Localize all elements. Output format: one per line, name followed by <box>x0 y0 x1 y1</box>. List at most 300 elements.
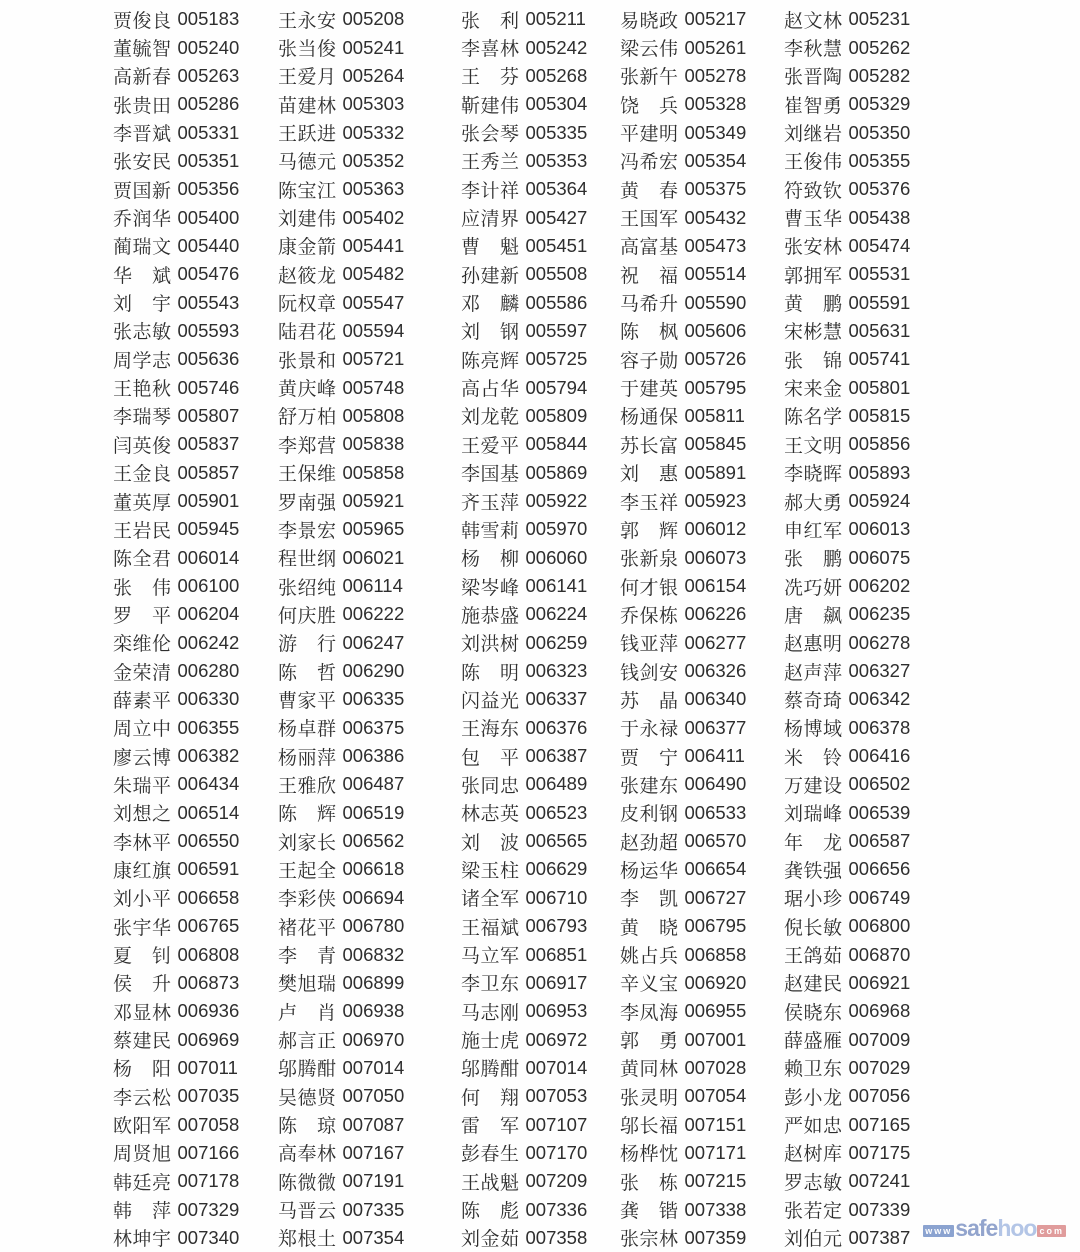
person-id: 007340 <box>177 1226 240 1248</box>
person-name: 李晓晖 <box>784 464 843 486</box>
person-id: 007358 <box>525 1226 588 1248</box>
roster-entry <box>784 90 1080 118</box>
person-id: 005965 <box>342 518 405 540</box>
person-id: 005891 <box>684 461 747 483</box>
person-name: 华 斌 <box>113 265 172 287</box>
roster-entry <box>784 147 1080 175</box>
person-name: 王国军 <box>620 209 679 231</box>
roster-entry <box>113 373 278 401</box>
person-id: 006337 <box>525 688 588 710</box>
person-id: 006793 <box>525 915 588 937</box>
person-name: 罗 平 <box>113 605 172 627</box>
roster-entry <box>784 600 1080 628</box>
person-name: 马立军 <box>461 946 520 968</box>
person-id: 005211 <box>525 8 586 30</box>
person-id: 005531 <box>848 263 911 285</box>
person-id: 006550 <box>177 830 240 852</box>
roster-entry <box>461 260 620 288</box>
person-name: 陈 枫 <box>620 322 679 344</box>
roster-entry <box>278 884 461 912</box>
roster-entry <box>278 1082 461 1110</box>
person-id: 006330 <box>177 688 240 710</box>
person-id: 005721 <box>342 348 405 370</box>
roster-entry <box>620 600 784 628</box>
person-name: 黄 晓 <box>620 917 679 939</box>
roster-entry <box>461 940 620 968</box>
person-id: 005809 <box>525 404 588 426</box>
person-id: 007035 <box>177 1085 240 1107</box>
person-id: 005586 <box>525 291 588 313</box>
person-id: 007054 <box>684 1085 747 1107</box>
roster-entry <box>278 515 461 543</box>
person-id: 005815 <box>848 404 911 426</box>
roster-entry <box>113 118 278 146</box>
person-name: 张安民 <box>113 152 172 174</box>
roster-entry <box>620 5 784 33</box>
person-id: 006382 <box>177 745 240 767</box>
roster-entry <box>784 714 1080 742</box>
person-name: 刘 钢 <box>461 322 520 344</box>
person-id: 006340 <box>684 688 747 710</box>
person-id: 005241 <box>342 36 405 58</box>
roster-entry <box>784 373 1080 401</box>
person-name: 刘 惠 <box>620 464 679 486</box>
roster-entry <box>620 203 784 231</box>
person-id: 005303 <box>342 93 405 115</box>
person-name: 董英厚 <box>113 492 172 514</box>
roster-entry <box>113 430 278 458</box>
person-id: 005356 <box>177 178 240 200</box>
person-id: 006060 <box>525 546 588 568</box>
roster-entry <box>278 685 461 713</box>
person-id: 006938 <box>342 1000 405 1022</box>
person-name: 李凤海 <box>620 1002 679 1024</box>
person-id: 006355 <box>177 716 240 738</box>
person-id: 005354 <box>684 149 747 171</box>
roster-entry <box>461 402 620 430</box>
person-name: 曹玉华 <box>784 209 843 231</box>
roster-entry <box>278 544 461 572</box>
roster-entry <box>784 232 1080 260</box>
person-id: 006899 <box>342 971 405 993</box>
roster-entry <box>113 1224 278 1252</box>
person-name: 王文明 <box>784 435 843 457</box>
person-id: 006487 <box>342 773 405 795</box>
person-name: 王 芬 <box>461 67 520 89</box>
person-id: 005282 <box>848 64 911 86</box>
person-name: 张贵田 <box>113 95 172 117</box>
person-name: 李国基 <box>461 464 520 486</box>
person-id: 006141 <box>525 575 588 597</box>
person-id: 006290 <box>342 660 405 682</box>
person-name: 平建明 <box>620 124 679 146</box>
roster-entry <box>461 288 620 316</box>
person-id: 006656 <box>848 858 911 880</box>
roster-entry <box>620 770 784 798</box>
person-name: 张 鹏 <box>784 549 843 571</box>
person-name: 符致钦 <box>784 180 843 202</box>
person-id: 006247 <box>342 631 405 653</box>
person-name: 王永安 <box>278 10 337 32</box>
roster-entry <box>784 912 1080 940</box>
person-id: 007053 <box>525 1085 588 1107</box>
roster-entry <box>620 317 784 345</box>
person-id: 007087 <box>342 1113 405 1135</box>
person-id: 005801 <box>848 376 911 398</box>
person-name: 于永禄 <box>620 719 679 741</box>
person-name: 侯 升 <box>113 974 172 996</box>
person-name: 朱瑞平 <box>113 775 172 797</box>
roster-entry <box>278 118 461 146</box>
person-name: 李云松 <box>113 1087 172 1109</box>
person-id: 006323 <box>525 660 588 682</box>
roster-entry <box>461 33 620 61</box>
roster-entry <box>278 1054 461 1082</box>
person-id: 006514 <box>177 801 240 823</box>
person-name: 张晋陶 <box>784 67 843 89</box>
person-name: 贾 宁 <box>620 747 679 769</box>
person-id: 006539 <box>848 801 911 823</box>
person-id: 005329 <box>848 93 911 115</box>
person-id: 006100 <box>177 575 240 597</box>
person-id: 007339 <box>848 1198 911 1220</box>
person-name: 郭拥军 <box>784 265 843 287</box>
roster-entry <box>784 260 1080 288</box>
person-id: 005514 <box>684 263 747 285</box>
person-name: 李卫东 <box>461 974 520 996</box>
roster-entry <box>461 62 620 90</box>
person-id: 006242 <box>177 631 240 653</box>
person-name: 赖卫东 <box>784 1059 843 1081</box>
roster-entry <box>113 147 278 175</box>
roster-entry <box>784 685 1080 713</box>
person-id: 005726 <box>684 348 747 370</box>
person-id: 005811 <box>684 404 745 426</box>
person-name: 康金箭 <box>278 237 337 259</box>
person-name: 祝 福 <box>620 265 679 287</box>
person-id: 006618 <box>342 858 405 880</box>
person-id: 005208 <box>342 8 405 30</box>
person-name: 李 青 <box>278 946 337 968</box>
person-id: 005482 <box>342 263 405 285</box>
roster-entry <box>278 997 461 1025</box>
roster-entry <box>278 1110 461 1138</box>
roster-entry <box>784 1167 1080 1195</box>
person-name: 栾维伦 <box>113 634 172 656</box>
roster-entry <box>278 742 461 770</box>
person-name: 周立中 <box>113 719 172 741</box>
person-name: 马德元 <box>278 152 337 174</box>
person-id: 006970 <box>342 1028 405 1050</box>
roster-entry <box>278 1167 461 1195</box>
roster-entry <box>278 430 461 458</box>
roster-entry <box>784 402 1080 430</box>
person-id: 005808 <box>342 404 405 426</box>
person-name: 苗建林 <box>278 95 337 117</box>
person-id: 005432 <box>684 206 747 228</box>
person-id: 006280 <box>177 660 240 682</box>
person-name: 欧阳军 <box>113 1116 172 1138</box>
person-name: 张灵明 <box>620 1087 679 1109</box>
person-name: 陈 明 <box>461 662 520 684</box>
person-id: 005261 <box>684 36 747 58</box>
person-name: 蔺瑞文 <box>113 237 172 259</box>
person-name: 刘瑞峰 <box>784 804 843 826</box>
person-name: 彭小龙 <box>784 1087 843 1109</box>
person-name: 张安林 <box>784 237 843 259</box>
person-name: 李喜林 <box>461 39 520 61</box>
person-id: 006694 <box>342 886 405 908</box>
roster-entry <box>278 1025 461 1053</box>
roster-entry <box>278 969 461 997</box>
person-name: 孙建新 <box>461 265 520 287</box>
person-id: 006570 <box>684 830 747 852</box>
person-name: 年 龙 <box>784 832 843 854</box>
person-name: 严如忠 <box>784 1116 843 1138</box>
person-id: 006654 <box>684 858 747 880</box>
person-name: 杨博域 <box>784 719 843 741</box>
person-id: 005970 <box>525 518 588 540</box>
roster-entry <box>113 1082 278 1110</box>
person-id: 005748 <box>342 376 405 398</box>
person-name: 刘 宇 <box>113 294 172 316</box>
person-name: 龚 锴 <box>620 1201 679 1223</box>
person-id: 006533 <box>684 801 747 823</box>
person-id: 005543 <box>177 291 240 313</box>
person-name: 刘伯元 <box>784 1229 843 1251</box>
person-name: 杨桦忱 <box>620 1144 679 1166</box>
person-name: 周贤旭 <box>113 1144 172 1166</box>
roster-entry <box>620 232 784 260</box>
watermark-brand-safe: safe <box>955 1215 998 1241</box>
person-id: 005335 <box>525 121 588 143</box>
person-name: 张志敏 <box>113 322 172 344</box>
person-id: 007387 <box>848 1226 911 1248</box>
roster-entry <box>278 600 461 628</box>
roster-entry <box>113 544 278 572</box>
roster-entry <box>784 317 1080 345</box>
roster-entry <box>620 1224 784 1252</box>
person-id: 005263 <box>177 64 240 86</box>
person-id: 005355 <box>848 149 911 171</box>
person-name: 邬腾酣 <box>278 1059 337 1081</box>
person-id: 005264 <box>342 64 405 86</box>
person-id: 006378 <box>848 716 911 738</box>
roster-entry <box>461 884 620 912</box>
person-id: 006411 <box>684 745 745 767</box>
person-name: 林坤宇 <box>113 1229 172 1251</box>
roster-entry <box>278 572 461 600</box>
person-name: 赵树库 <box>784 1144 843 1166</box>
person-id: 006277 <box>684 631 747 653</box>
person-name: 王战魁 <box>461 1172 520 1194</box>
roster-entry <box>620 714 784 742</box>
person-name: 韩廷亮 <box>113 1172 172 1194</box>
roster-entry <box>461 685 620 713</box>
roster-entry <box>784 1139 1080 1167</box>
roster-entry <box>113 912 278 940</box>
person-name: 赵声萍 <box>784 662 843 684</box>
person-name: 薛盛雁 <box>784 1031 843 1053</box>
person-name: 褚花平 <box>278 917 337 939</box>
roster-entry <box>113 175 278 203</box>
roster-entry <box>784 770 1080 798</box>
roster-entry <box>620 33 784 61</box>
roster-entry <box>620 1139 784 1167</box>
person-name: 张新泉 <box>620 549 679 571</box>
person-name: 郝言正 <box>278 1031 337 1053</box>
person-name: 诸全军 <box>461 889 520 911</box>
roster-entry <box>620 884 784 912</box>
person-id: 005352 <box>342 149 405 171</box>
person-name: 樊旭瑞 <box>278 974 337 996</box>
person-name: 刘家长 <box>278 832 337 854</box>
roster-entry <box>784 997 1080 1025</box>
person-id: 006335 <box>342 688 405 710</box>
person-id: 006490 <box>684 773 747 795</box>
person-name: 杨卓群 <box>278 719 337 741</box>
roster-entry <box>278 175 461 203</box>
person-id: 005945 <box>177 518 240 540</box>
roster-entry <box>113 487 278 515</box>
person-name: 龚铁强 <box>784 860 843 882</box>
person-id: 006386 <box>342 745 405 767</box>
person-name: 高富基 <box>620 237 679 259</box>
person-id: 006326 <box>684 660 747 682</box>
person-name: 李计祥 <box>461 180 520 202</box>
roster-entry <box>461 1054 620 1082</box>
person-id: 005438 <box>848 206 911 228</box>
person-name: 容子勋 <box>620 350 679 372</box>
person-name: 邬腾酣 <box>461 1059 520 1081</box>
person-id: 006629 <box>525 858 588 880</box>
person-id: 005845 <box>684 433 747 455</box>
person-name: 王跃进 <box>278 124 337 146</box>
person-id: 005901 <box>177 490 240 512</box>
roster-entry <box>113 770 278 798</box>
person-name: 李秋慧 <box>784 39 843 61</box>
person-name: 陆君花 <box>278 322 337 344</box>
person-id: 007338 <box>684 1198 747 1220</box>
person-id: 007056 <box>848 1085 911 1107</box>
roster-entry <box>461 147 620 175</box>
person-name: 应清界 <box>461 209 520 231</box>
person-name: 张 锦 <box>784 350 843 372</box>
person-name: 包 平 <box>461 747 520 769</box>
roster-entry <box>278 147 461 175</box>
person-name: 崔智勇 <box>784 95 843 117</box>
person-name: 杨丽萍 <box>278 747 337 769</box>
roster-entry <box>113 260 278 288</box>
person-id: 005304 <box>525 93 588 115</box>
person-id: 005183 <box>177 8 240 30</box>
person-id: 005350 <box>848 121 911 143</box>
person-name: 王保维 <box>278 464 337 486</box>
roster-entry <box>784 62 1080 90</box>
roster-entry <box>620 572 784 600</box>
person-name: 琚小珍 <box>784 889 843 911</box>
roster-entry <box>113 1025 278 1053</box>
person-id: 005794 <box>525 376 588 398</box>
person-id: 005349 <box>684 121 747 143</box>
person-name: 刘小平 <box>113 889 172 911</box>
roster-entry <box>620 827 784 855</box>
person-id: 007209 <box>525 1170 588 1192</box>
roster-entry <box>461 770 620 798</box>
roster-entry <box>113 288 278 316</box>
person-name: 申红军 <box>784 520 843 542</box>
person-name: 王秀兰 <box>461 152 520 174</box>
person-name: 张若定 <box>784 1201 843 1223</box>
roster-entry <box>620 685 784 713</box>
person-name: 舒万柏 <box>278 407 337 429</box>
person-name: 夏 钊 <box>113 946 172 968</box>
roster-entry <box>620 430 784 458</box>
person-name: 王鸽茹 <box>784 946 843 968</box>
roster-entry <box>784 5 1080 33</box>
person-id: 005240 <box>177 36 240 58</box>
person-name: 杨 柳 <box>461 549 520 571</box>
person-name: 刘 波 <box>461 832 520 854</box>
roster-entry <box>461 912 620 940</box>
person-id: 007336 <box>525 1198 588 1220</box>
person-id: 006073 <box>684 546 747 568</box>
person-name: 张 伟 <box>113 577 172 599</box>
roster-entry <box>784 940 1080 968</box>
person-name: 张景和 <box>278 350 337 372</box>
roster-entry <box>784 430 1080 458</box>
person-id: 007151 <box>684 1113 747 1135</box>
person-name: 蔡奇琦 <box>784 690 843 712</box>
roster-entry <box>620 657 784 685</box>
roster-entry <box>784 657 1080 685</box>
person-name: 刘金茹 <box>461 1229 520 1251</box>
person-id: 007335 <box>342 1198 405 1220</box>
person-id: 006658 <box>177 886 240 908</box>
person-id: 005869 <box>525 461 588 483</box>
watermark-www-label: www <box>925 1226 953 1236</box>
person-name: 高新春 <box>113 67 172 89</box>
person-name: 蔡建民 <box>113 1031 172 1053</box>
roster-entry <box>620 1167 784 1195</box>
person-name: 皮利钢 <box>620 804 679 826</box>
person-id: 006972 <box>525 1028 588 1050</box>
person-id: 005262 <box>848 36 911 58</box>
roster-entry <box>461 1110 620 1138</box>
roster-entry <box>113 742 278 770</box>
person-id: 005924 <box>848 490 911 512</box>
person-name: 冼巧妍 <box>784 577 843 599</box>
person-name: 郑根土 <box>278 1229 337 1251</box>
person-id: 006154 <box>684 575 747 597</box>
watermark-brand-hoo: hoo <box>997 1215 1037 1241</box>
roster-entry <box>113 969 278 997</box>
person-id: 005922 <box>525 490 588 512</box>
person-id: 005400 <box>177 206 240 228</box>
person-name: 王艳秋 <box>113 379 172 401</box>
person-name: 张会琴 <box>461 124 520 146</box>
person-id: 007329 <box>177 1198 240 1220</box>
person-id: 006832 <box>342 943 405 965</box>
roster-entry <box>461 1082 620 1110</box>
person-id: 006278 <box>848 631 911 653</box>
person-id: 006519 <box>342 801 405 823</box>
roster-entry <box>278 629 461 657</box>
person-id: 005427 <box>525 206 588 228</box>
person-name: 李郑营 <box>278 435 337 457</box>
roster-entry <box>461 799 620 827</box>
person-id: 006870 <box>848 943 911 965</box>
